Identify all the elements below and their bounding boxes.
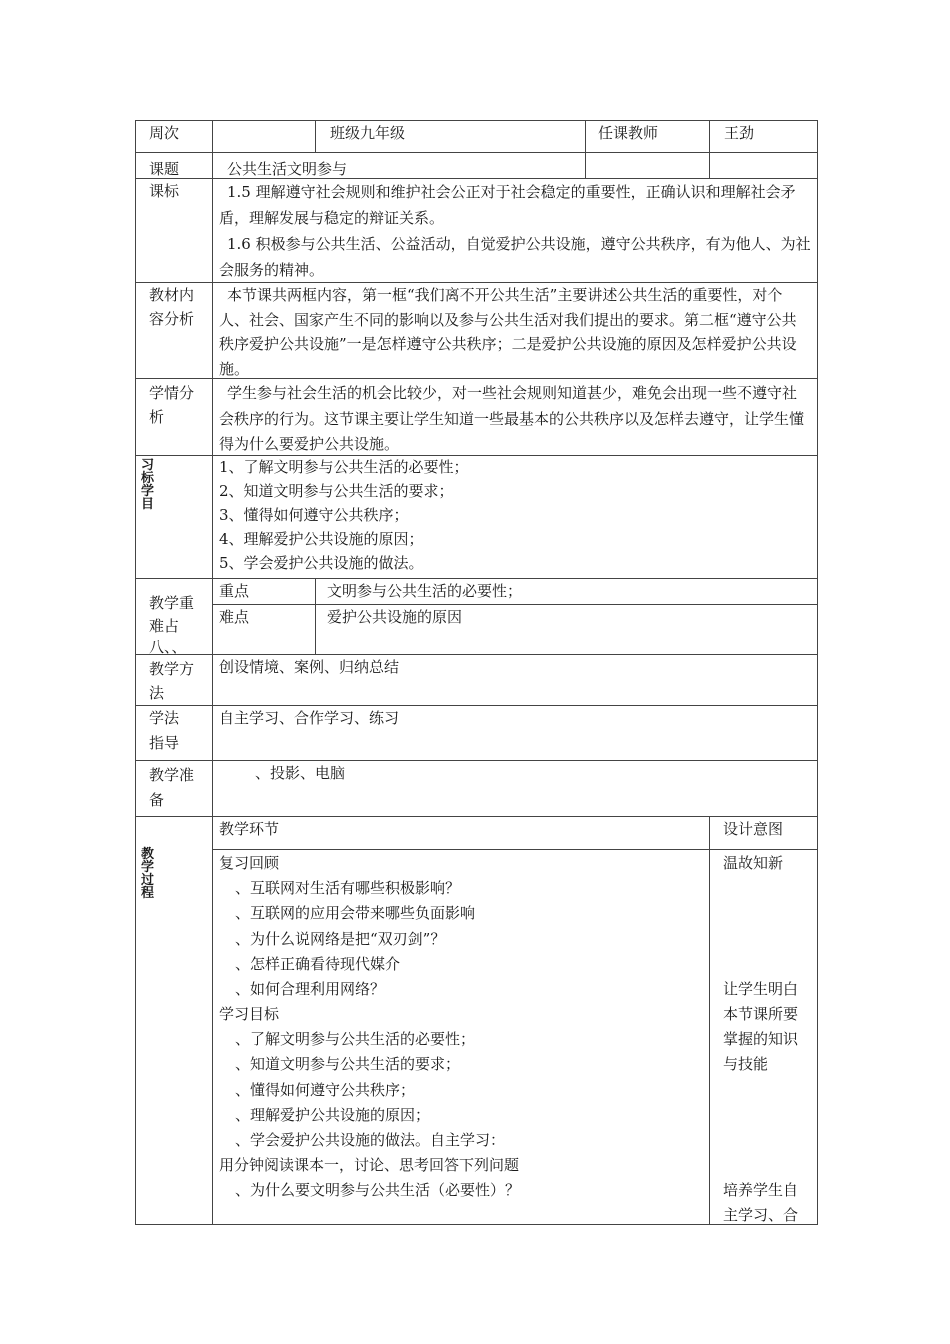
process-line: 学习目标 [219,1005,280,1023]
students-text: 学生参与社会生活的机会比较少，对一些社会规则知道甚少，难免会出现一些不遵守社会秩序的行为。这节课主要让学生知道一些最基本的公共秩序以及怎样去遵守，让学生懂得为什么要爱护公共设施。 [219,384,805,453]
material-text: 本节课共两框内容，第一框“我们离不开公共生活”主要讲述公共生活的重要性，对个人、社会、国家产生不同的影响以及参与公共生活对我们提出的要求。第二框“遵守公共秩序爱护公共设施”一是怎样遵守公共秩序；二是爱护公共设施的原因及怎样爱护公共设施。 [219,286,797,378]
prep-text: 、投影、电脑 [255,764,346,782]
process-line: 、知道文明参与公共生活的要求； [235,1055,461,1073]
intent-goals-line: 让学生明白 [723,980,799,998]
goal-item: 2、知道文明参与公共生活的要求； [219,482,454,500]
teacher-label: 任课教师 [598,124,659,142]
goals-label: 习标学目 [141,458,155,512]
process-line: 、互联网对生活有哪些积极影响？ [235,879,461,897]
process-line: 用分钟阅读课本一，讨论、思考回答下列问题 [219,1156,520,1174]
class-text: 班级九年级 [330,124,406,142]
process-line: 、为什么说网络是把“双刃剑”？ [235,930,446,948]
process-line: 复习回顾 [219,854,280,872]
intent-goals-line: 本节课所要 [723,1005,799,1023]
topic-value: 公共生活文明参与 [227,160,348,178]
material-label-1: 教材内 [149,286,195,304]
process-line: 、学会爱护公共设施的做法。自主学习： [235,1131,506,1149]
hard-label: 难点 [219,608,250,626]
process-line: 、互联网的应用会带来哪些负面影响 [235,904,476,922]
process-line: 、怎样正确看待现代媒介 [235,955,401,973]
method-text: 创设情境、案例、归纳总结 [219,658,400,676]
intent-review: 温故知新 [723,854,784,872]
key-label: 重点 [219,582,250,600]
process-label: 教学过程 [141,847,155,901]
intent-self-study-line: 培养学生自 [723,1181,799,1199]
standard-p2: 1.6 积极参与公共生活、公益活动，自觉爱护公共设施，遵守公共秩序，有为他人、为社会服务的精神。 [219,235,811,279]
process-line: 、理解爱护公共设施的原因； [235,1106,431,1124]
material-label-2: 容分析 [149,310,195,328]
process-col-stage: 教学环节 [219,820,280,838]
prep-label-1: 教学准 [149,766,195,784]
teacher-name: 王劲 [724,124,755,142]
method-label-2: 法 [149,684,165,702]
keypoints-label-2: 难占 [149,617,180,635]
process-line: 、为什么要文明参与公共生活（必要性）？ [235,1181,521,1199]
students-label-2: 析 [149,408,165,426]
prep-label-2: 备 [149,791,165,809]
topic-label: 课题 [149,160,180,178]
process-col-intent: 设计意图 [723,820,784,838]
guide-label-2: 指导 [149,734,180,752]
goal-item: 3、懂得如何遵守公共秩序； [219,506,409,524]
goal-item: 5、学会爱护公共设施的做法。 [219,554,424,572]
standard-label: 课标 [149,182,180,200]
keypoints-label-1: 教学重 [149,594,195,612]
students-label-1: 学情分 [149,384,195,402]
process-line: 、了解文明参与公共生活的必要性； [235,1030,476,1048]
keypoints-label-3: 八、、 [149,638,187,656]
process-line: 、懂得如何遵守公共秩序； [235,1081,416,1099]
intent-goals-line: 掌握的知识 [723,1030,799,1048]
method-label-1: 教学方 [149,660,195,678]
guide-text: 自主学习、合作学习、练习 [219,709,400,727]
guide-label-1: 学法 [149,709,180,727]
process-line: 、如何合理利用网络？ [235,980,386,998]
goal-item: 4、理解爱护公共设施的原因； [219,530,424,548]
week-label: 周次 [149,124,180,142]
key-text: 文明参与公共生活的必要性； [327,582,523,600]
intent-self-study-line: 主学习、合 [723,1206,799,1224]
intent-goals-line: 与技能 [723,1055,769,1073]
hard-text: 爱护公共设施的原因 [327,608,463,626]
standard-p1: 1.5 理解遵守社会规则和维护社会公正对于社会稳定的重要性，正确认识和理解社会矛盾，理解发展与稳定的辩证关系。 [219,183,796,227]
goal-item: 1、了解文明参与公共生活的必要性； [219,458,469,476]
